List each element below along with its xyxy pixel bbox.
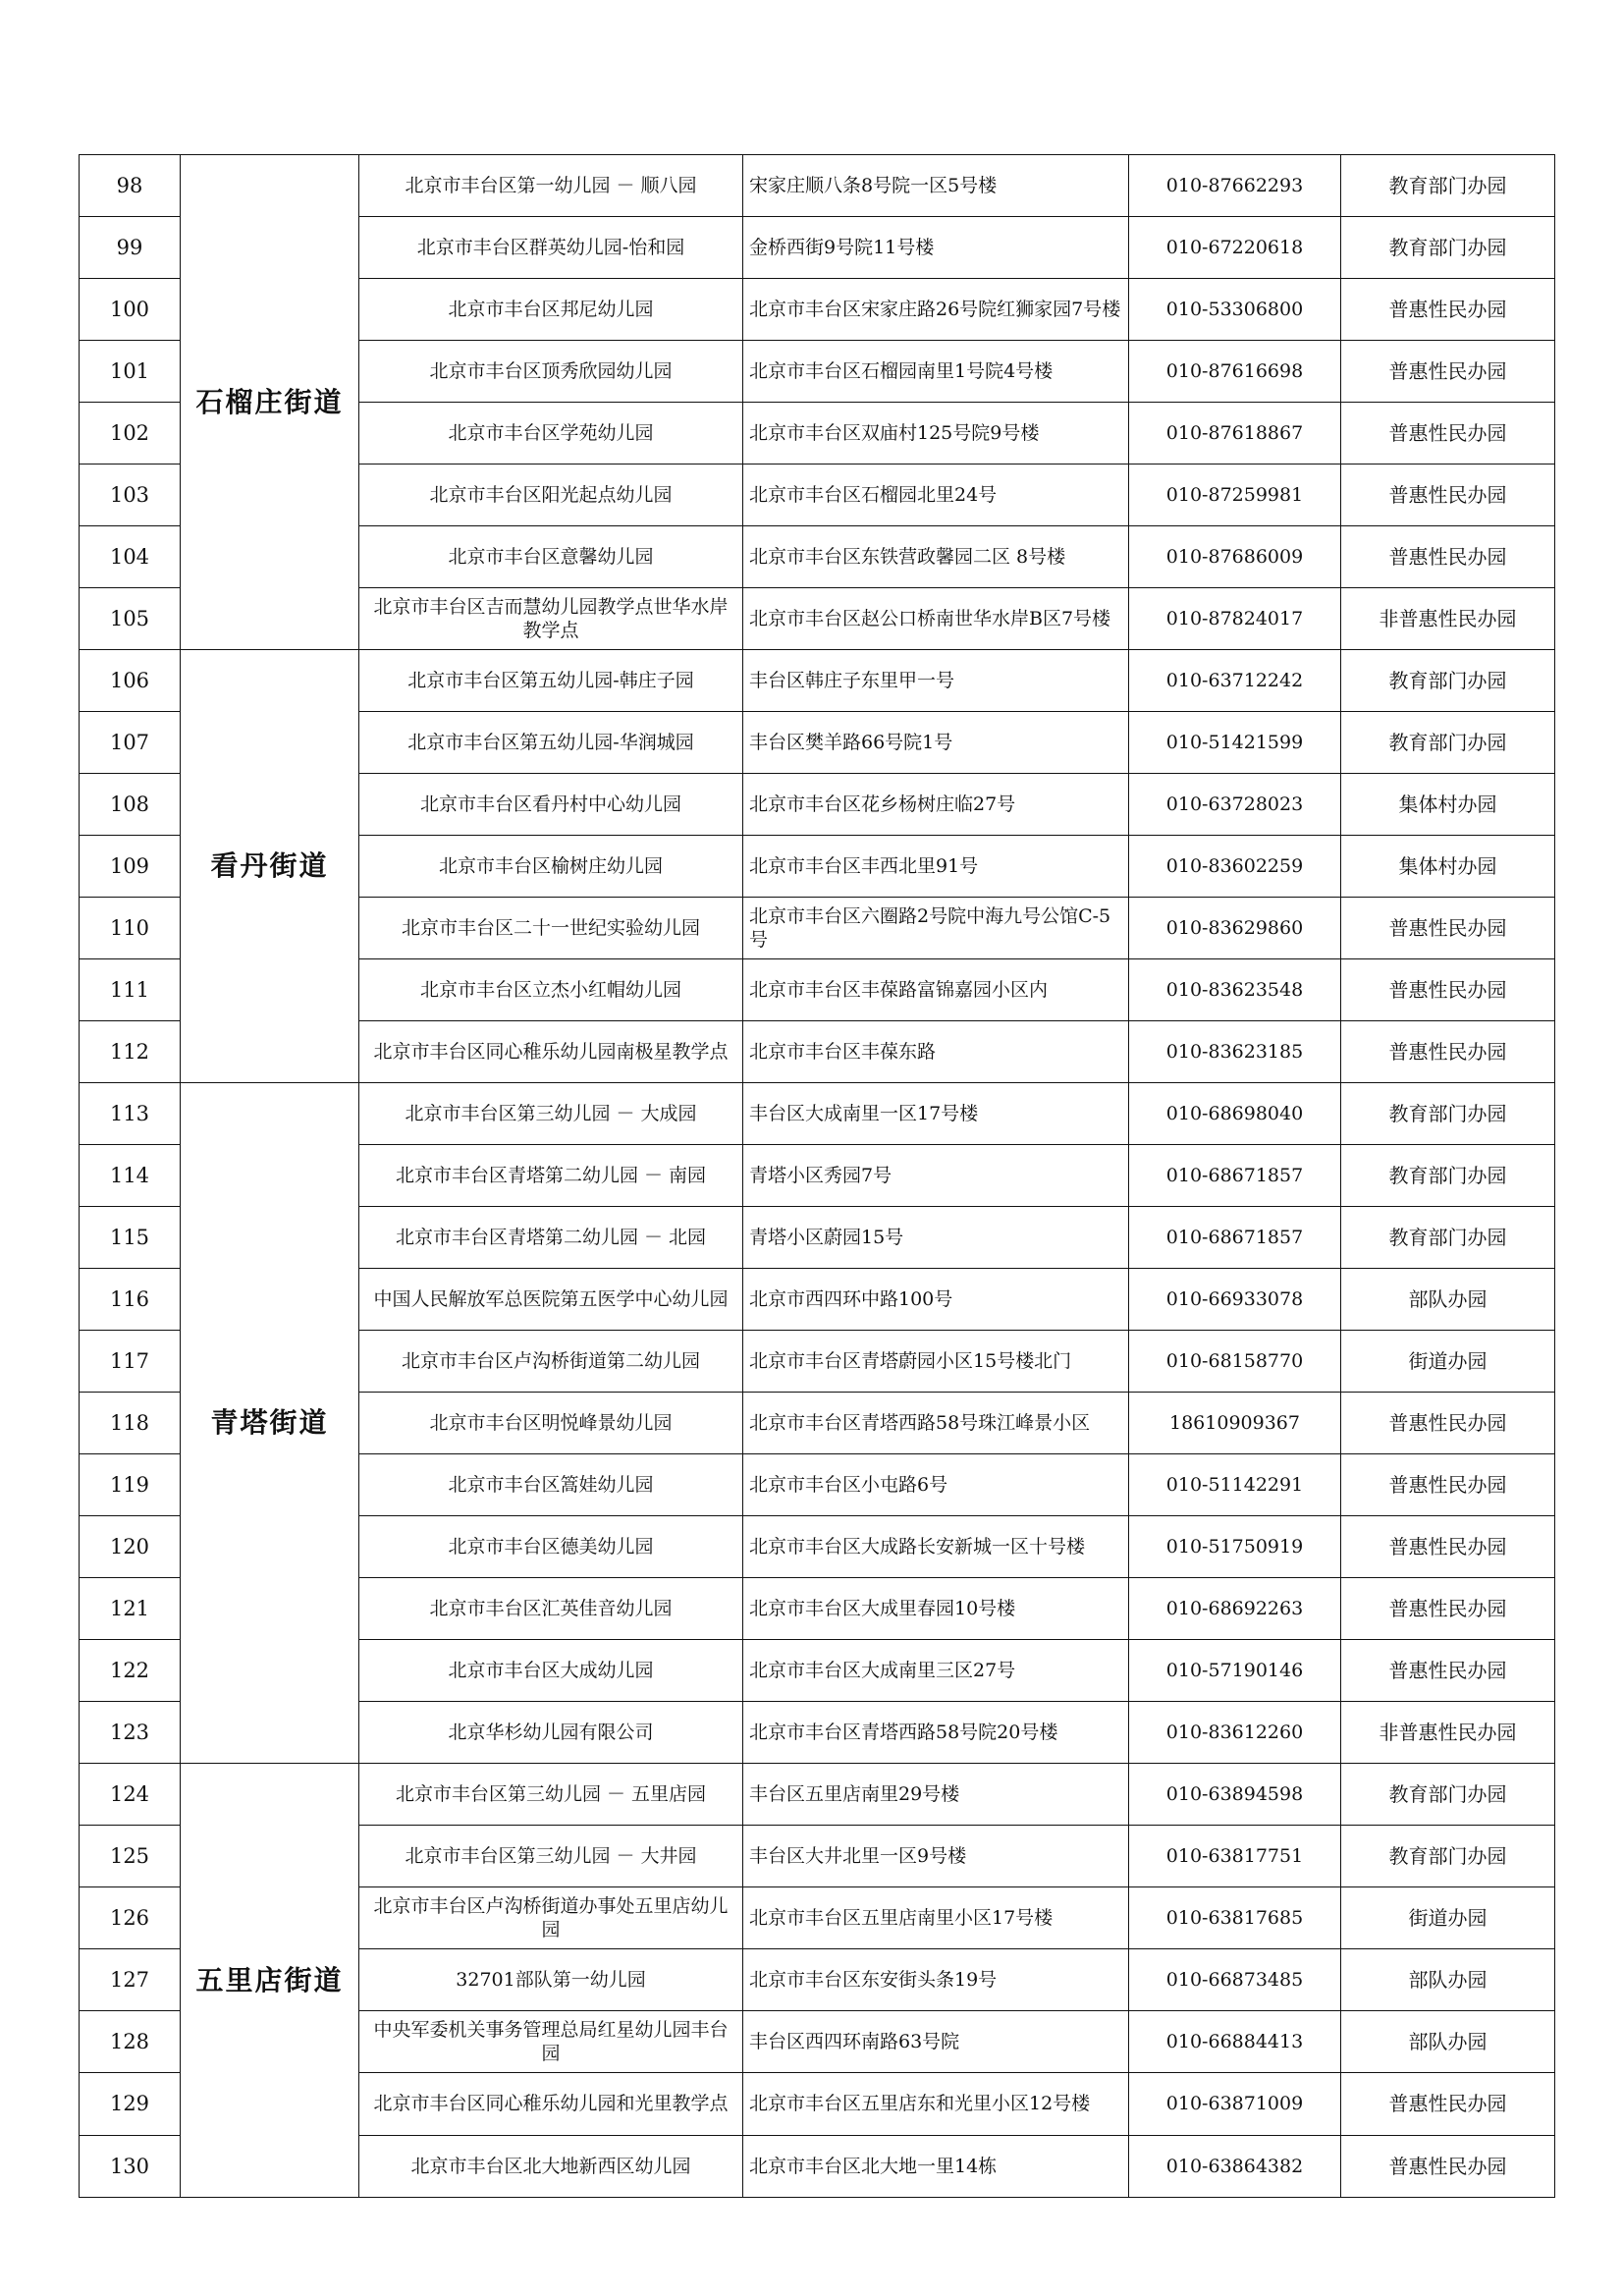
- kindergarten-type: 普惠性民办园: [1341, 959, 1555, 1021]
- row-number: 98: [80, 155, 181, 217]
- kindergarten-address: 北京市丰台区青塔西路58号珠江峰景小区: [743, 1393, 1129, 1454]
- kindergarten-phone: 010-83623185: [1129, 1021, 1341, 1083]
- kindergarten-name: 北京市丰台区第三幼儿园 － 五里店园: [359, 1764, 743, 1826]
- row-number: 104: [80, 526, 181, 588]
- kindergarten-type: 部队办园: [1341, 2011, 1555, 2073]
- kindergarten-address: 北京市丰台区青塔蔚园小区15号楼北门: [743, 1331, 1129, 1393]
- kindergarten-type: 教育部门办园: [1341, 1145, 1555, 1207]
- row-number: 110: [80, 898, 181, 959]
- table-row: [80, 650, 1555, 712]
- kindergarten-type: 非普惠性民办园: [1341, 1702, 1555, 1764]
- kindergarten-name: 北京市丰台区篙娃幼儿园: [359, 1454, 743, 1516]
- kindergarten-type: 教育部门办园: [1341, 1826, 1555, 1887]
- kindergarten-phone: 010-68671857: [1129, 1207, 1341, 1269]
- street-name: 五里店街道: [181, 1764, 359, 2198]
- kindergarten-name: 北京市丰台区第一幼儿园 － 顺八园: [359, 155, 743, 217]
- kindergarten-name: 北京市丰台区二十一世纪实验幼儿园: [359, 898, 743, 959]
- row-number: 99: [80, 217, 181, 279]
- row-number: 116: [80, 1269, 181, 1331]
- row-number: 121: [80, 1578, 181, 1640]
- row-number: 103: [80, 465, 181, 526]
- kindergarten-name: 北京市丰台区大成幼儿园: [359, 1640, 743, 1702]
- kindergarten-address: 北京市丰台区花乡杨树庄临27号: [743, 774, 1129, 836]
- kindergarten-address: 北京市丰台区东铁营政馨园二区 8号楼: [743, 526, 1129, 588]
- kindergarten-phone: 010-87686009: [1129, 526, 1341, 588]
- row-number: 115: [80, 1207, 181, 1269]
- kindergarten-name: 32701部队第一幼儿园: [359, 1949, 743, 2011]
- kindergarten-address: 北京市丰台区东安街头条19号: [743, 1949, 1129, 2011]
- kindergarten-type: 普惠性民办园: [1341, 2135, 1555, 2198]
- kindergarten-address: 青塔小区蔚园15号: [743, 1207, 1129, 1269]
- kindergarten-type: 部队办园: [1341, 1949, 1555, 2011]
- kindergarten-name: 北京市丰台区立杰小红帽幼儿园: [359, 959, 743, 1021]
- kindergarten-address: 北京市丰台区北大地一里14栋: [743, 2135, 1129, 2198]
- kindergarten-phone: 010-87616698: [1129, 341, 1341, 403]
- kindergarten-type: 教育部门办园: [1341, 1083, 1555, 1145]
- kindergarten-phone: 010-87824017: [1129, 588, 1341, 650]
- kindergarten-name: 北京市丰台区群英幼儿园-怡和园: [359, 217, 743, 279]
- table-row: [80, 1764, 1555, 1826]
- row-number: 119: [80, 1454, 181, 1516]
- kindergarten-address: 北京市丰台区丰葆东路: [743, 1021, 1129, 1083]
- row-number: 107: [80, 712, 181, 774]
- kindergarten-phone: 010-57190146: [1129, 1640, 1341, 1702]
- kindergarten-type: 普惠性民办园: [1341, 1578, 1555, 1640]
- kindergarten-address: 丰台区樊羊路66号院1号: [743, 712, 1129, 774]
- kindergarten-type: 普惠性民办园: [1341, 526, 1555, 588]
- kindergarten-address: 青塔小区秀园7号: [743, 1145, 1129, 1207]
- row-number: 126: [80, 1887, 181, 1949]
- kindergarten-name: 北京市丰台区同心稚乐幼儿园南极星教学点: [359, 1021, 743, 1083]
- kindergarten-address: 金桥西街9号院11号楼: [743, 217, 1129, 279]
- kindergarten-name: 北京市丰台区青塔第二幼儿园 － 南园: [359, 1145, 743, 1207]
- kindergarten-phone: 010-83629860: [1129, 898, 1341, 959]
- kindergarten-phone: 010-83623548: [1129, 959, 1341, 1021]
- kindergarten-address: 北京市丰台区石榴园北里24号: [743, 465, 1129, 526]
- kindergarten-name: 北京市丰台区卢沟桥街道第二幼儿园: [359, 1331, 743, 1393]
- row-number: 106: [80, 650, 181, 712]
- row-number: 102: [80, 403, 181, 465]
- kindergarten-phone: 010-63817751: [1129, 1826, 1341, 1887]
- kindergarten-type: 普惠性民办园: [1341, 1021, 1555, 1083]
- kindergarten-phone: 010-87618867: [1129, 403, 1341, 465]
- kindergarten-address: 北京市丰台区五里店南里小区17号楼: [743, 1887, 1129, 1949]
- kindergarten-address: 北京市丰台区大成南里三区27号: [743, 1640, 1129, 1702]
- table-row: [80, 155, 1555, 217]
- kindergarten-address: 北京市丰台区石榴园南里1号院4号楼: [743, 341, 1129, 403]
- kindergarten-type: 普惠性民办园: [1341, 1640, 1555, 1702]
- kindergarten-address: 北京市丰台区六圈路2号院中海九号公馆C-5号: [743, 898, 1129, 959]
- kindergarten-address: 北京市丰台区宋家庄路26号院红狮家园7号楼: [743, 279, 1129, 341]
- kindergarten-type: 教育部门办园: [1341, 1764, 1555, 1826]
- kindergarten-phone: 010-68698040: [1129, 1083, 1341, 1145]
- kindergarten-name: 北京市丰台区吉而慧幼儿园教学点世华水岸教学点: [359, 588, 743, 650]
- kindergarten-phone: 18610909367: [1129, 1393, 1341, 1454]
- kindergarten-phone: 010-66884413: [1129, 2011, 1341, 2073]
- kindergarten-address: 北京市丰台区丰西北里91号: [743, 836, 1129, 898]
- kindergarten-address: 宋家庄顺八条8号院一区5号楼: [743, 155, 1129, 217]
- kindergarten-type: 普惠性民办园: [1341, 279, 1555, 341]
- kindergarten-address: 北京市丰台区双庙村125号院9号楼: [743, 403, 1129, 465]
- kindergarten-name: 北京市丰台区看丹村中心幼儿园: [359, 774, 743, 836]
- kindergarten-phone: 010-51421599: [1129, 712, 1341, 774]
- row-number: 108: [80, 774, 181, 836]
- row-number: 128: [80, 2011, 181, 2073]
- kindergarten-phone: 010-83602259: [1129, 836, 1341, 898]
- kindergarten-phone: 010-63871009: [1129, 2073, 1341, 2135]
- kindergarten-address: 丰台区大成南里一区17号楼: [743, 1083, 1129, 1145]
- kindergarten-phone: 010-51142291: [1129, 1454, 1341, 1516]
- kindergarten-phone: 010-68671857: [1129, 1145, 1341, 1207]
- kindergarten-phone: 010-53306800: [1129, 279, 1341, 341]
- kindergarten-address: 丰台区大井北里一区9号楼: [743, 1826, 1129, 1887]
- kindergarten-table: [79, 154, 1555, 2198]
- kindergarten-phone: 010-67220618: [1129, 217, 1341, 279]
- kindergarten-name: 北京市丰台区第五幼儿园-华润城园: [359, 712, 743, 774]
- kindergarten-name: 北京市丰台区第三幼儿园 － 大井园: [359, 1826, 743, 1887]
- kindergarten-type: 普惠性民办园: [1341, 898, 1555, 959]
- kindergarten-type: 教育部门办园: [1341, 712, 1555, 774]
- kindergarten-name: 北京市丰台区明悦峰景幼儿园: [359, 1393, 743, 1454]
- row-number: 100: [80, 279, 181, 341]
- kindergarten-type: 街道办园: [1341, 1331, 1555, 1393]
- kindergarten-name: 北京市丰台区卢沟桥街道办事处五里店幼儿园: [359, 1887, 743, 1949]
- kindergarten-name: 北京华杉幼儿园有限公司: [359, 1702, 743, 1764]
- row-number: 111: [80, 959, 181, 1021]
- kindergarten-phone: 010-63728023: [1129, 774, 1341, 836]
- street-name: 石榴庄街道: [181, 155, 359, 650]
- kindergarten-name: 中国人民解放军总医院第五医学中心幼儿园: [359, 1269, 743, 1331]
- kindergarten-address: 丰台区韩庄子东里甲一号: [743, 650, 1129, 712]
- kindergarten-name: 北京市丰台区德美幼儿园: [359, 1516, 743, 1578]
- kindergarten-type: 普惠性民办园: [1341, 403, 1555, 465]
- kindergarten-address: 北京市丰台区赵公口桥南世华水岸B区7号楼: [743, 588, 1129, 650]
- kindergarten-address: 北京市丰台区丰葆路富锦嘉园小区内: [743, 959, 1129, 1021]
- kindergarten-type: 普惠性民办园: [1341, 1393, 1555, 1454]
- kindergarten-phone: 010-68692263: [1129, 1578, 1341, 1640]
- row-number: 109: [80, 836, 181, 898]
- kindergarten-name: 中央军委机关事务管理总局红星幼儿园丰台园: [359, 2011, 743, 2073]
- kindergarten-type: 普惠性民办园: [1341, 465, 1555, 526]
- kindergarten-address: 北京市丰台区大成里春园10号楼: [743, 1578, 1129, 1640]
- kindergarten-phone: 010-63864382: [1129, 2135, 1341, 2198]
- kindergarten-address: 北京市丰台区青塔西路58号院20号楼: [743, 1702, 1129, 1764]
- kindergarten-type: 普惠性民办园: [1341, 1516, 1555, 1578]
- row-number: 130: [80, 2135, 181, 2198]
- kindergarten-type: 普惠性民办园: [1341, 1454, 1555, 1516]
- kindergarten-name: 北京市丰台区第三幼儿园 － 大成园: [359, 1083, 743, 1145]
- kindergarten-phone: 010-51750919: [1129, 1516, 1341, 1578]
- kindergarten-name: 北京市丰台区邦尼幼儿园: [359, 279, 743, 341]
- kindergarten-phone: 010-63894598: [1129, 1764, 1341, 1826]
- kindergarten-name: 北京市丰台区顶秀欣园幼儿园: [359, 341, 743, 403]
- kindergarten-type: 教育部门办园: [1341, 217, 1555, 279]
- kindergarten-type: 集体村办园: [1341, 836, 1555, 898]
- row-number: 105: [80, 588, 181, 650]
- kindergarten-name: 北京市丰台区青塔第二幼儿园 － 北园: [359, 1207, 743, 1269]
- kindergarten-name: 北京市丰台区榆树庄幼儿园: [359, 836, 743, 898]
- row-number: 124: [80, 1764, 181, 1826]
- kindergarten-name: 北京市丰台区学苑幼儿园: [359, 403, 743, 465]
- kindergarten-phone: 010-87662293: [1129, 155, 1341, 217]
- table-body: [80, 155, 1555, 2198]
- kindergarten-phone: 010-68158770: [1129, 1331, 1341, 1393]
- kindergarten-phone: 010-83612260: [1129, 1702, 1341, 1764]
- kindergarten-name: 北京市丰台区第五幼儿园-韩庄子园: [359, 650, 743, 712]
- row-number: 118: [80, 1393, 181, 1454]
- street-name: 看丹街道: [181, 650, 359, 1083]
- kindergarten-name: 北京市丰台区意馨幼儿园: [359, 526, 743, 588]
- row-number: 101: [80, 341, 181, 403]
- row-number: 125: [80, 1826, 181, 1887]
- kindergarten-address: 北京市丰台区大成路长安新城一区十号楼: [743, 1516, 1129, 1578]
- row-number: 127: [80, 1949, 181, 2011]
- kindergarten-type: 街道办园: [1341, 1887, 1555, 1949]
- kindergarten-type: 教育部门办园: [1341, 155, 1555, 217]
- row-number: 114: [80, 1145, 181, 1207]
- row-number: 122: [80, 1640, 181, 1702]
- kindergarten-type: 部队办园: [1341, 1269, 1555, 1331]
- row-number: 123: [80, 1702, 181, 1764]
- kindergarten-phone: 010-63712242: [1129, 650, 1341, 712]
- kindergarten-name: 北京市丰台区阳光起点幼儿园: [359, 465, 743, 526]
- row-number: 112: [80, 1021, 181, 1083]
- kindergarten-name: 北京市丰台区汇英佳音幼儿园: [359, 1578, 743, 1640]
- kindergarten-type: 普惠性民办园: [1341, 341, 1555, 403]
- kindergarten-type: 教育部门办园: [1341, 1207, 1555, 1269]
- kindergarten-name: 北京市丰台区同心稚乐幼儿园和光里教学点: [359, 2073, 743, 2135]
- kindergarten-address: 丰台区西四环南路63号院: [743, 2011, 1129, 2073]
- kindergarten-address: 北京市丰台区五里店东和光里小区12号楼: [743, 2073, 1129, 2135]
- kindergarten-type: 集体村办园: [1341, 774, 1555, 836]
- row-number: 117: [80, 1331, 181, 1393]
- kindergarten-address: 丰台区五里店南里29号楼: [743, 1764, 1129, 1826]
- kindergarten-name: 北京市丰台区北大地新西区幼儿园: [359, 2135, 743, 2198]
- kindergarten-address: 北京市丰台区小屯路6号: [743, 1454, 1129, 1516]
- kindergarten-type: 非普惠性民办园: [1341, 588, 1555, 650]
- kindergarten-phone: 010-66933078: [1129, 1269, 1341, 1331]
- kindergarten-type: 普惠性民办园: [1341, 2073, 1555, 2135]
- kindergarten-address: 北京市西四环中路100号: [743, 1269, 1129, 1331]
- row-number: 113: [80, 1083, 181, 1145]
- kindergarten-type: 教育部门办园: [1341, 650, 1555, 712]
- table-row: [80, 1083, 1555, 1145]
- kindergarten-phone: 010-87259981: [1129, 465, 1341, 526]
- row-number: 129: [80, 2073, 181, 2135]
- kindergarten-phone: 010-66873485: [1129, 1949, 1341, 2011]
- kindergarten-phone: 010-63817685: [1129, 1887, 1341, 1949]
- street-name: 青塔街道: [181, 1083, 359, 1764]
- row-number: 120: [80, 1516, 181, 1578]
